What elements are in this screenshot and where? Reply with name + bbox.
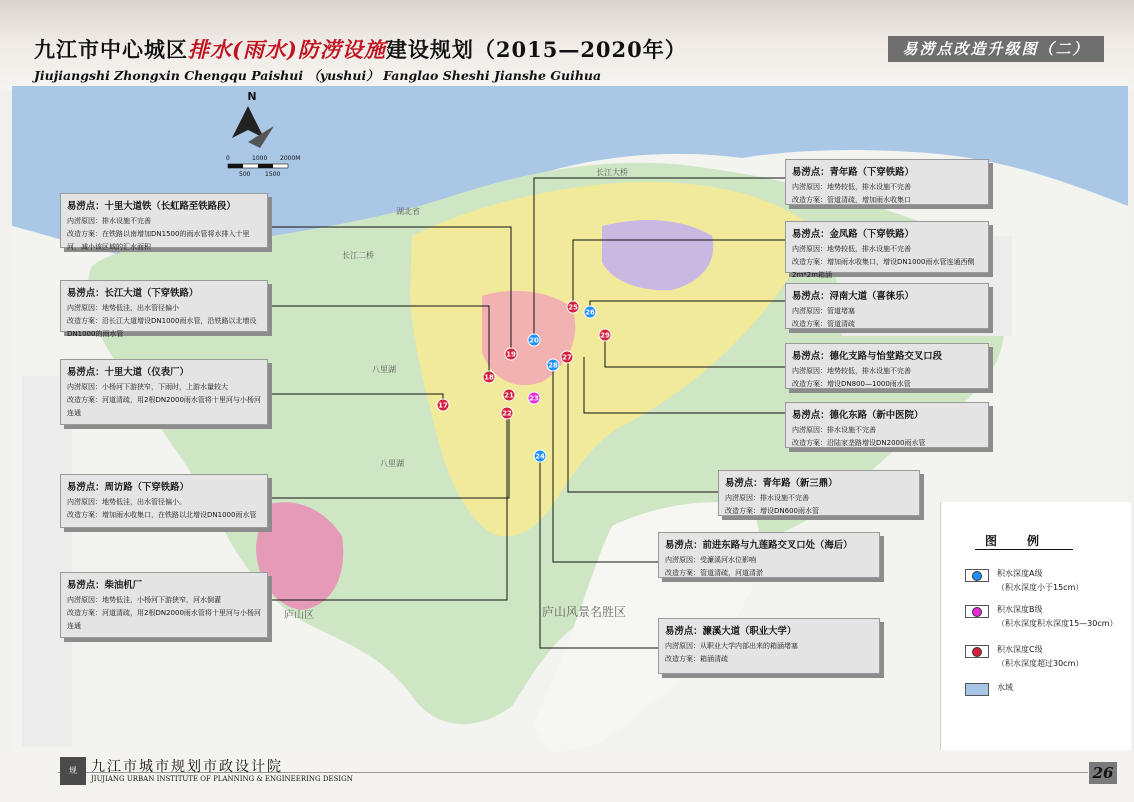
page-title <box>34 34 687 64</box>
flood-point-label: 19 <box>506 350 516 359</box>
place-label: 八里湖 <box>372 365 396 374</box>
flood-point-label: 24 <box>535 452 545 461</box>
scale-tick-1500: 1500 <box>265 171 281 178</box>
title-suffix: 建设规划 <box>385 37 474 62</box>
institute-name: 九江市城市规划市政设计院 <box>91 759 283 775</box>
flood-point-label: 29 <box>600 331 610 340</box>
flood-point-label: 17 <box>438 401 448 410</box>
legend-label: 水域 <box>997 683 1013 692</box>
callout-line: 改造方案：增设DN600雨水管 <box>725 507 819 515</box>
callout-line: 改造方案：沿陆家垄路增设DN2000雨水管 <box>792 439 926 447</box>
flood-point-label: 21 <box>504 391 514 400</box>
legend-symbol <box>965 605 989 618</box>
callout-box <box>658 618 880 674</box>
callout-title: 易涝点：十里大道（仪表厂） <box>67 367 189 378</box>
water-swatch-icon <box>965 683 989 696</box>
callout-box <box>60 474 268 528</box>
callout-line: 改造方案：沿长江大道增设DN1000雨水管，沿铁路以北增设DN1000的雨水管 <box>67 317 257 338</box>
callout-title: 易涝点：德化支路与怡堂路交叉口段 <box>792 351 943 362</box>
level-c-dot-icon <box>972 647 982 657</box>
legend-label: 积水深度B级 <box>997 605 1043 614</box>
callout-line: 改造方案：管道清疏，增加雨水收集口 <box>792 196 911 204</box>
callout-line: 改造方案：增设DN800—1000雨水管 <box>792 380 911 388</box>
title-highlight: 排水(雨水)防涝设施 <box>188 37 386 62</box>
level-a-dot-icon <box>972 571 982 581</box>
callout-title: 易涝点：青年路（新三鼎） <box>725 478 838 489</box>
flood-point-label: 26 <box>585 308 595 317</box>
flood-point-label: 23 <box>529 394 539 403</box>
callout-line: 内涝原因：地势低洼，小杨河下游狭窄，河水倒灌 <box>67 596 221 604</box>
place-label: 长江二桥 <box>342 251 374 260</box>
callout-title: 易涝点：柴油机厂 <box>67 580 143 591</box>
callout-title: 易涝点：德化东路（新中医院） <box>792 410 924 421</box>
callout-title: 易涝点：浔南大道（喜徕乐） <box>792 291 914 302</box>
place-label: 湖北省 <box>396 207 420 216</box>
callout-box <box>785 402 989 448</box>
callout-line: 内涝原因：排水设施不完善 <box>792 426 876 434</box>
callout-line: 改造方案：在铁路以南增加DN1500的雨水管将水排入十里河，减小该区域的汇水面积 <box>67 230 250 251</box>
callout-box <box>718 470 920 516</box>
level-b-dot-icon <box>972 607 982 617</box>
flood-point-label: 27 <box>562 353 572 362</box>
callout-title: 易涝点：前进东路与九莲路交叉口处（海后） <box>665 540 853 551</box>
legend-symbol <box>965 645 989 658</box>
flood-point-label: 22 <box>502 409 512 418</box>
flood-point-label: 18 <box>484 373 494 382</box>
place-label: 八里湖 <box>380 459 404 468</box>
callout-box <box>658 532 880 578</box>
scale-tick-0: 0 <box>226 155 230 162</box>
callout-line: 内涝原因：受濂溪河水位影响 <box>665 556 756 564</box>
callout-title: 易涝点：濂溪大道（职业大学） <box>665 626 797 637</box>
callout-line: 内涝原因：地势低洼，出水管径偏小 <box>67 304 179 312</box>
legend-title-underline <box>975 549 1073 550</box>
scale-tick-500: 500 <box>239 171 251 178</box>
institute-logo: 规 <box>60 757 86 785</box>
title-prefix: 九江市中心城区 <box>34 37 188 62</box>
institute-name-en: JIUJIANG URBAN INSTITUTE OF PLANNING & ENGINEERING DESIGN <box>91 775 353 783</box>
callout-line: 内涝原因：排水设施不完善 <box>725 494 809 502</box>
page-number: 26 <box>1089 762 1117 784</box>
legend-sublabel: （积水深度积水深度15—30cm） <box>997 619 1118 628</box>
legend-sublabel: （积水深度小于15cm） <box>997 583 1084 592</box>
flood-point-label: 25 <box>568 303 578 312</box>
scale-tick-1000: 1000 <box>252 155 268 162</box>
place-label: 长江大桥 <box>596 168 628 177</box>
callout-line: 改造方案：增加雨水收集口，在铁路以北增设DN1000雨水管 <box>67 511 257 519</box>
callout-box <box>785 343 989 389</box>
callout-title: 易涝点：长江大道（下穿铁路） <box>67 288 199 299</box>
callout-box <box>785 159 989 205</box>
legend-label: 积水深度C级 <box>997 645 1043 654</box>
western-district <box>22 376 72 746</box>
callout-line: 内涝原因：地势低洼，出水管径偏小。 <box>67 498 186 506</box>
place-label: 庐山风景名胜区 <box>542 605 627 619</box>
callout-title: 易涝点：青年路（下穿铁路） <box>792 167 914 178</box>
callout-line: 改造方案：河道清疏，用2根DN2000雨水管将十里河与小杨河连通 <box>67 396 261 417</box>
callout-line: 内涝原因：从职业大学内部出来的箱涵堵塞 <box>665 642 798 650</box>
callout-title: 易涝点：金凤路（下穿铁路） <box>792 229 914 240</box>
callout-line: 改造方案：河道清疏，用2根DN2000雨水管将十里河与小杨河连通 <box>67 609 261 630</box>
flood-point-label: 28 <box>548 361 558 370</box>
legend-label: 积水深度A级 <box>997 569 1043 578</box>
callout-line: 内涝原因：排水设施不完善 <box>67 217 151 225</box>
callout-line: 内涝原因：地势较低，排水设施不完善 <box>792 183 911 191</box>
callout-box <box>60 193 268 251</box>
page-title-pinyin: Jiujiangshi Zhongxin Chengqu Paishui （yushui） Fanglao Sheshi Jianshe Guihua <box>34 68 602 83</box>
legend-symbol <box>965 569 989 582</box>
callout-line: 改造方案：管道清疏，河道清淤 <box>665 569 763 577</box>
callout-box <box>785 221 989 279</box>
callout-box <box>60 359 268 425</box>
callout-line: 改造方案：管道清疏 <box>792 320 855 328</box>
place-label: 庐山区 <box>284 610 314 621</box>
legend <box>940 502 1131 750</box>
callout-title: 易涝点：十里大道铁（长虹路至铁路段） <box>67 201 236 212</box>
north-label: N <box>247 90 257 103</box>
callout-line: 内涝原因：管道堵塞 <box>792 307 855 315</box>
callout-line: 改造方案：箱涵清疏 <box>665 655 728 663</box>
sheet-title: 易涝点改造升级图（二） <box>888 36 1104 62</box>
title-years: （2015—2020年） <box>473 37 687 62</box>
scale-tick-2000: 2000M <box>280 155 301 162</box>
callout-line: 改造方案：增加雨水收集口，增设DN1000雨水管连通西侧2m*2m箱涵 <box>792 258 975 279</box>
callout-line: 内涝原因：地势较低，排水设施不完善 <box>792 245 911 253</box>
callout-box <box>785 283 989 329</box>
legend-title: 图例 <box>985 534 1070 548</box>
legend-sublabel: （积水深度超过30cm） <box>997 659 1084 668</box>
flood-point-label: 20 <box>529 336 539 345</box>
callout-title: 易涝点：周访路（下穿铁路） <box>67 482 189 493</box>
callout-box <box>60 572 268 638</box>
callout-box <box>60 280 268 338</box>
callout-line: 内涝原因：小杨河下游狭窄，下雨时，上游水量较大 <box>67 383 228 391</box>
callout-line: 内涝原因：地势较低，排水设施不完善 <box>792 367 911 375</box>
